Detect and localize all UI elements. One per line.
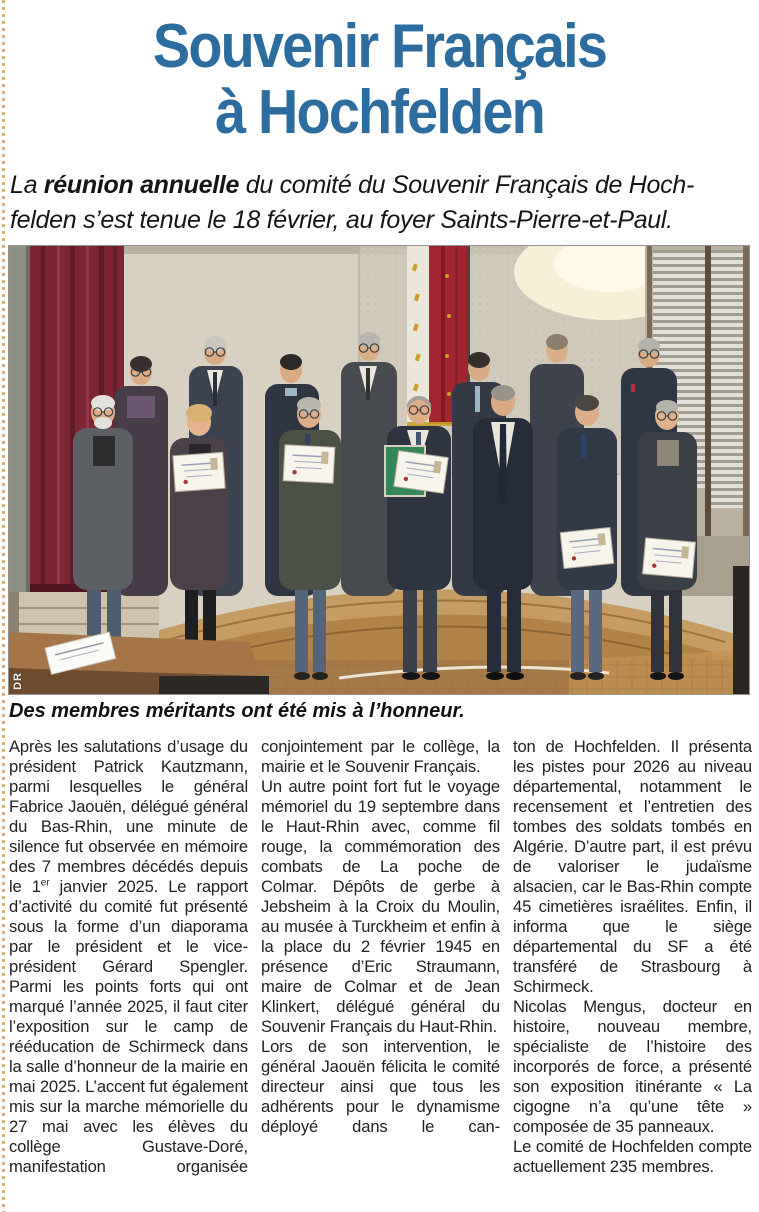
article-photo bbox=[8, 245, 750, 695]
wooden-table bbox=[9, 632, 269, 694]
article-body bbox=[9, 737, 753, 1177]
certificate bbox=[173, 452, 225, 491]
page-edge-dotted-rule bbox=[2, 0, 5, 1212]
article-column-1 bbox=[9, 737, 248, 1177]
certificate bbox=[643, 538, 696, 578]
certificate bbox=[283, 445, 335, 484]
paragraph: Après les salutations d’usage du président Patrick Kautzmann, parmi lesquelles le général Fabrice Jaouën, délégué général du Bas-Rhin, une minute de silence fut observée en mémoire des 7 membres décédés depuis le 1er janvier 2025. Le rapport d’activité du comité fut présenté sous la forme d’un diaporama par le président et le vice-président Gérard Spengler. Parmi les points forts qui ont marqué l’année 2025, il faut citer l’exposition sur le camp de rééducation de Schirmeck dans la salle d’honneur de la mairie en mai 2025. L’accent fut également mis sur la marche mémorielle du 27 mai avec les élèves du collège Gustave-Doré, manifestation organisée bbox=[9, 737, 248, 1176]
lede-line-2: felden s’est tenue le 18 février, au foyer Saints-Pierre-et-Paul. bbox=[10, 206, 673, 234]
headline-line-1: Souvenir Français bbox=[152, 12, 607, 81]
article-column-3 bbox=[513, 737, 752, 1177]
lede-bold-phrase: réunion annuelle bbox=[43, 171, 240, 199]
photo-caption: Des membres méritants ont été mis à l’honneur. bbox=[9, 700, 465, 722]
headline-line-2: à Hochfelden bbox=[215, 78, 544, 147]
paragraph: Lors de son intervention, le général Jaouën félicita le comité directeur ainsi que tous les adhérents pour le dynamisme déployé dans le can- bbox=[261, 1037, 500, 1136]
certificate bbox=[394, 451, 449, 494]
article-lede bbox=[10, 168, 752, 238]
lede-line-1: La réunion annuelle du comité du Souvenir Français de Hoch- bbox=[10, 171, 694, 199]
photo-illustration bbox=[9, 246, 749, 694]
certificate bbox=[560, 527, 613, 568]
article-headline bbox=[38, 14, 721, 146]
paragraph: conjointement par le collège, la mairie et le Souvenir Français. bbox=[261, 737, 500, 776]
paragraph: ton de Hochfelden. Il présenta les pistes pour 2026 au niveau départemental, notamment le recensement et l’entretien des tombes des soldats tombés en Algérie. D’autre part, il est prévu de valoriser le judaïsme alsacien, car le Bas-Rhin compte 45 cimetières israélites. Enfin, il informa que le siège départemental du SF a été transféré de Strasbourg à Schirmeck. bbox=[513, 737, 752, 996]
photo-credit: DR bbox=[12, 672, 24, 690]
superscript-er: er bbox=[40, 877, 50, 889]
article-column-2 bbox=[261, 737, 500, 1177]
paragraph: Un autre point fort fut le voyage mémoriel du 19 septembre dans le Haut-Rhin avec, comme fil rouge, la commémoration des combats de La poche de Colmar. Dépôts de gerbe à Jebsheim à la Croix du Moulin, au musée à Turckheim et enfin à la place du 2 février 1945 en présence d’Eric Straumann, maire de Colmar et de Jean Klinkert, délégué général du Souvenir Français du Haut-Rhin. bbox=[261, 777, 500, 1036]
paragraph: Nicolas Mengus, docteur en histoire, nouveau membre, spécialiste de l’histoire des incorporés de force, a présenté son exposition itinérante « La cigogne n’a qu’une tête » composée de 35 panneaux. bbox=[513, 997, 752, 1136]
paragraph: Le comité de Hochfelden compte actuellement 235 membres. bbox=[513, 1137, 752, 1176]
